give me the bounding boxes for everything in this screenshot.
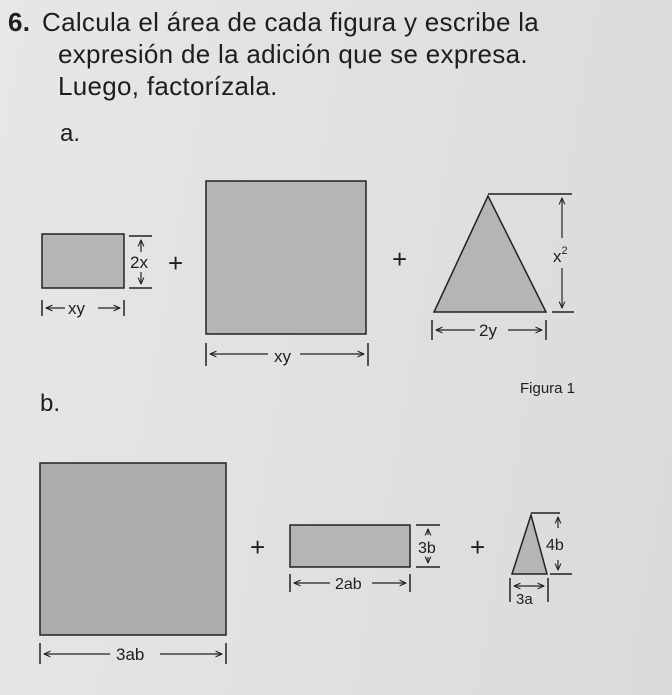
part-b-rectangle <box>290 525 410 567</box>
plus-sign-a1: + <box>168 248 184 278</box>
part-b-triangle-base-dimension <box>510 578 548 608</box>
instruction-line-3: Luego, factorízala. <box>58 71 278 101</box>
part-a-square-side-dimension <box>206 343 368 366</box>
part-b-rect-width-dimension <box>290 574 410 593</box>
plus-sign-b1: + <box>250 532 266 562</box>
part-a-triangle-height-label: $x^2$ <box>553 245 568 266</box>
part-a-rect-width-dimension <box>42 299 124 318</box>
instruction-line-2: expresión de la adición que se expresa. <box>58 39 528 69</box>
part-a-triangle-base-label: 2y <box>479 321 497 340</box>
part-b-rect-height-dimension <box>416 525 440 567</box>
part-a-rect-height-label: 2x <box>130 253 148 272</box>
plus-sign-a2: + <box>392 244 408 274</box>
part-b-label: b. <box>40 390 61 417</box>
part-a-square <box>206 181 366 334</box>
instruction-line-1: Calcula el área de cada figura y escribe la <box>42 7 540 37</box>
part-b-triangle <box>512 515 547 574</box>
part-b-triangle-base-label: 3a <box>516 591 533 608</box>
part-a-rectangle <box>42 234 124 288</box>
part-a-triangle <box>434 196 546 312</box>
part-a-square-side-label: xy <box>274 347 291 366</box>
part-b-rect-width-label: 2ab <box>335 576 362 593</box>
figure-caption: Figura 1 <box>520 380 576 397</box>
part-b-rect-height-label: 3b <box>418 540 436 557</box>
part-a-label: a. <box>60 120 81 147</box>
exercise-number: 6. <box>8 7 31 37</box>
part-b-square-side-label: 3ab <box>116 645 145 664</box>
part-a-rect-height-dimension <box>129 236 152 288</box>
part-b-square <box>40 463 226 635</box>
part-a-triangle-base-dimension <box>432 320 546 340</box>
part-a-rect-width-label: xy <box>68 299 85 318</box>
part-b-square-side-dimension <box>40 643 226 664</box>
part-b-triangle-height-label: 4b <box>546 537 564 554</box>
plus-sign-b2: + <box>470 532 486 562</box>
